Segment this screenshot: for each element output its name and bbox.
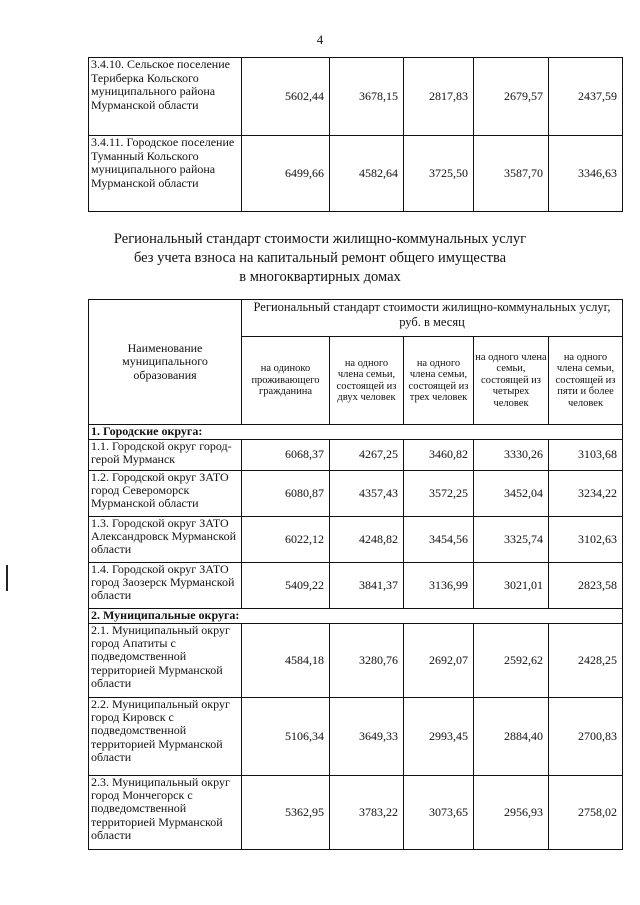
row-name: 2.1. Муниципальный округ город Апатиты с подведомственной территорией Мурманской области xyxy=(89,624,242,698)
value-cell: 4582,64 xyxy=(330,136,404,212)
page-number: 4 xyxy=(316,32,324,47)
value-cell: 3021,01 xyxy=(474,563,549,609)
table-row xyxy=(89,624,623,698)
value-cell: 3234,22 xyxy=(549,471,623,517)
value-cell: 4267,25 xyxy=(330,440,404,471)
value-cell: 2428,25 xyxy=(549,624,623,698)
value-cell: 5362,95 xyxy=(242,776,330,850)
value-cell: 5409,22 xyxy=(242,563,330,609)
row-name: 1.3. Городской округ ЗАТО Александровск Мурманской области xyxy=(89,517,242,563)
column-header: на одного члена семьи, состоящей из трех человек xyxy=(404,337,474,425)
value-cell: 6068,37 xyxy=(242,440,330,471)
heading-line: без учета взноса на капитальный ремонт общего имущества xyxy=(133,250,507,266)
value-cell: 2993,45 xyxy=(404,698,474,776)
table-row xyxy=(89,563,623,609)
value-cell: 3073,65 xyxy=(404,776,474,850)
value-cell: 3725,50 xyxy=(404,136,474,212)
section-row xyxy=(89,609,623,624)
value-cell: 2679,57 xyxy=(474,58,549,136)
value-cell: 3587,70 xyxy=(474,136,549,212)
value-cell: 2692,07 xyxy=(404,624,474,698)
row-name: 3.4.11. Городское поселение Туманный Кольского муниципального района Мурманской области xyxy=(89,136,242,212)
table-row xyxy=(89,136,623,212)
value-cell: 2956,93 xyxy=(474,776,549,850)
value-cell: 2437,59 xyxy=(549,58,623,136)
value-cell: 3452,04 xyxy=(474,471,549,517)
standard-cost-table xyxy=(88,299,623,850)
header-row xyxy=(89,300,623,337)
value-cell: 2823,58 xyxy=(549,563,623,609)
value-cell: 3649,33 xyxy=(330,698,404,776)
header-group-cell: Региональный стандарт стоимости жилищно-коммунальных услуг, руб. в месяц xyxy=(242,300,623,337)
scan-margin-mark xyxy=(6,565,8,591)
table-row xyxy=(89,58,623,136)
value-cell: 2884,40 xyxy=(474,698,549,776)
value-cell: 2817,83 xyxy=(404,58,474,136)
value-cell: 3102,63 xyxy=(549,517,623,563)
value-cell: 5106,34 xyxy=(242,698,330,776)
row-name: 1.1. Городской округ город-герой Мурманск xyxy=(89,440,242,471)
value-cell: 4584,18 xyxy=(242,624,330,698)
value-cell: 3572,25 xyxy=(404,471,474,517)
table-row xyxy=(89,517,623,563)
section-row xyxy=(89,425,623,440)
value-cell: 3346,63 xyxy=(549,136,623,212)
value-cell: 3783,22 xyxy=(330,776,404,850)
table-row xyxy=(89,776,623,850)
section-heading xyxy=(0,230,640,287)
row-name: 3.4.10. Сельское поселение Териберка Кольского муниципального района Мурманской области xyxy=(89,58,242,136)
table-row xyxy=(89,440,623,471)
value-cell: 3841,37 xyxy=(330,563,404,609)
value-cell: 3330,26 xyxy=(474,440,549,471)
table-row xyxy=(89,698,623,776)
value-cell: 3280,76 xyxy=(330,624,404,698)
row-name: 1.2. Городской округ ЗАТО город Североморск Мурманской области xyxy=(89,471,242,517)
value-cell: 6022,12 xyxy=(242,517,330,563)
value-cell: 4248,82 xyxy=(330,517,404,563)
header-name-cell: Наименование муниципального образования xyxy=(89,300,242,425)
value-cell: 3103,68 xyxy=(549,440,623,471)
value-cell: 3460,82 xyxy=(404,440,474,471)
section-title: 2. Муниципальные округа: xyxy=(89,609,623,624)
column-header: на одного члена семьи, состоящей из двух человек xyxy=(330,337,404,425)
value-cell: 5602,44 xyxy=(242,58,330,136)
continued-table xyxy=(88,57,623,212)
heading-line: Региональный стандарт стоимости жилищно-коммунальных услуг xyxy=(113,231,527,247)
heading-line: в многоквартирных домах xyxy=(239,269,401,285)
value-cell: 3325,74 xyxy=(474,517,549,563)
row-name: 2.3. Муниципальный округ город Мончегорск с подведомственной территорией Мурманской области xyxy=(89,776,242,850)
column-header: на одиноко проживающего гражданина xyxy=(242,337,330,425)
value-cell: 2700,83 xyxy=(549,698,623,776)
value-cell: 6080,87 xyxy=(242,471,330,517)
value-cell: 2592,62 xyxy=(474,624,549,698)
table-row xyxy=(89,471,623,517)
column-header: на одного члена семьи, состоящей из четырех человек xyxy=(474,337,549,425)
value-cell: 3678,15 xyxy=(330,58,404,136)
value-cell: 4357,43 xyxy=(330,471,404,517)
value-cell: 2758,02 xyxy=(549,776,623,850)
row-name: 2.2. Муниципальный округ город Кировск с подведомственной территорией Мурманской области xyxy=(89,698,242,776)
value-cell: 3454,56 xyxy=(404,517,474,563)
section-title: 1. Городские округа: xyxy=(89,425,623,440)
row-name: 1.4. Городской округ ЗАТО город Заозерск Мурманской области xyxy=(89,563,242,609)
value-cell: 6499,66 xyxy=(242,136,330,212)
column-header: на одного члена семьи, состоящей из пяти и более человек xyxy=(549,337,623,425)
value-cell: 3136,99 xyxy=(404,563,474,609)
